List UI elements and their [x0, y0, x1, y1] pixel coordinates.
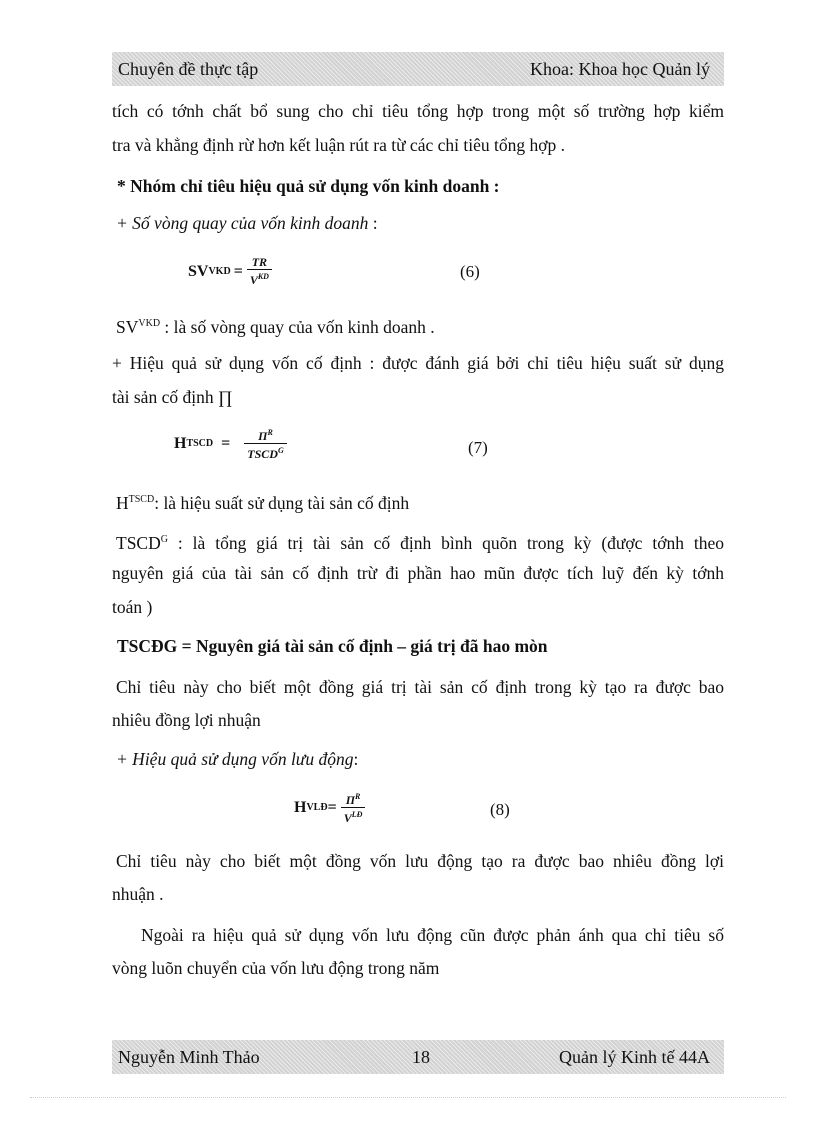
formula-7 — [174, 426, 287, 461]
paragraph-line: vòng luõn chuyển của vốn lưu động trong năm — [112, 958, 440, 978]
subheading-von-luu-dong — [116, 748, 728, 770]
equation-number-7: (7) — [468, 438, 488, 457]
subheading-italic: + Hiệu quả sử dụng vốn lưu động — [116, 749, 354, 769]
denominator: $TSCD^G$ — [244, 443, 286, 461]
numerator: $\Pi^R$ — [258, 428, 273, 443]
page-number: 18 — [412, 1046, 430, 1067]
formula-sup: VKD — [208, 266, 231, 277]
fraction — [247, 256, 272, 287]
denominator: $V^{KD}$ — [247, 269, 272, 287]
formula-base: H — [294, 798, 307, 816]
footer-author: Nguyễn Minh Thảo — [118, 1046, 260, 1067]
definition-6: $SV^{VKD}$ : là số vòng quay của vốn kinh doanh . — [116, 316, 435, 337]
denominator: $V^{LĐ}$ — [341, 807, 366, 825]
page-edge-divider — [30, 1097, 786, 1098]
formula-sup: TSCD — [186, 438, 214, 449]
paragraph-line: nhuận . — [112, 884, 164, 904]
paragraph-line: tích có tớnh chất bổ sung cho chỉ tiêu tổng hợp trong một số trường hợp kiểm — [112, 101, 724, 121]
paragraph-line: Chỉ tiêu này cho biết một đồng vốn lưu động tạo ra được bao nhiêu đồng lợi — [116, 851, 724, 871]
numerator: $\Pi^R$ — [345, 792, 361, 807]
definition-7: $H^{TSCD}$: là hiệu suất sử dụng tài sản cố định — [116, 492, 410, 513]
paragraph-line: toán ) — [112, 597, 153, 617]
equals-sign: = — [221, 434, 231, 452]
bold-equation-line: TSCĐG = Nguyên giá tài sản cố định – giá trị đã hao mòn — [117, 636, 548, 656]
header-left-text: Chuyên đề thực tập — [118, 58, 259, 79]
formula-base: H — [174, 434, 187, 452]
formula-base: SV — [188, 262, 209, 280]
paragraph-line: tra và khẳng định rừ hơn kết luận rút ra từ các chỉ tiêu tổng hợp . — [112, 135, 565, 155]
definition-8: $TSCD^G$ : là tổng giá trị tài sản cố định bình quõn trong kỳ (được tớnh theo — [116, 532, 724, 553]
fraction — [244, 426, 286, 461]
paragraph-line: Chỉ tiêu này cho biết một đồng giá trị tài sản cố định trong kỳ tạo ra được bao — [116, 677, 724, 697]
fraction — [341, 790, 366, 825]
paragraph-line: nhiêu đồng lợi nhuận — [112, 710, 261, 730]
header-right-text: Khoa: Khoa học Quản lý — [530, 58, 710, 79]
subheading-vong-quay — [116, 212, 728, 234]
numerator: TR — [251, 255, 268, 269]
equation-number-6: (6) — [460, 262, 480, 281]
paragraph-line: Ngoài ra hiệu quả sử dụng vốn lưu động cũn được phản ánh qua chỉ tiêu số — [141, 925, 724, 945]
formula-sup: VLĐ — [306, 802, 328, 813]
paragraph-line: nguyên giá của tài sản cố định trừ đi phần hao mũn được tích luỹ đến kỳ tớnh — [112, 563, 724, 583]
subheading-tail: : — [353, 749, 359, 769]
paragraph-line: tài sản cố định ∏ — [112, 387, 233, 407]
page-header — [112, 52, 724, 86]
formula-6 — [188, 256, 272, 287]
equals-sign: = — [327, 798, 337, 816]
formula-8 — [294, 790, 365, 825]
subheading-tail: : — [368, 213, 378, 233]
subheading-italic: + Số vòng quay của vốn kinh doanh — [116, 213, 369, 233]
paragraph-line: + Hiệu quả sử dụng vốn cố định : được đánh giá bởi chỉ tiêu hiệu suất sử dụng — [112, 353, 724, 373]
section-heading: * Nhóm chỉ tiêu hiệu quả sử dụng vốn kinh doanh : — [117, 176, 500, 196]
footer-class: Quản lý Kinh tế 44A — [559, 1046, 710, 1067]
page-footer — [112, 1040, 724, 1074]
equation-number-8: (8) — [490, 800, 510, 819]
equals-sign: = — [233, 262, 243, 280]
